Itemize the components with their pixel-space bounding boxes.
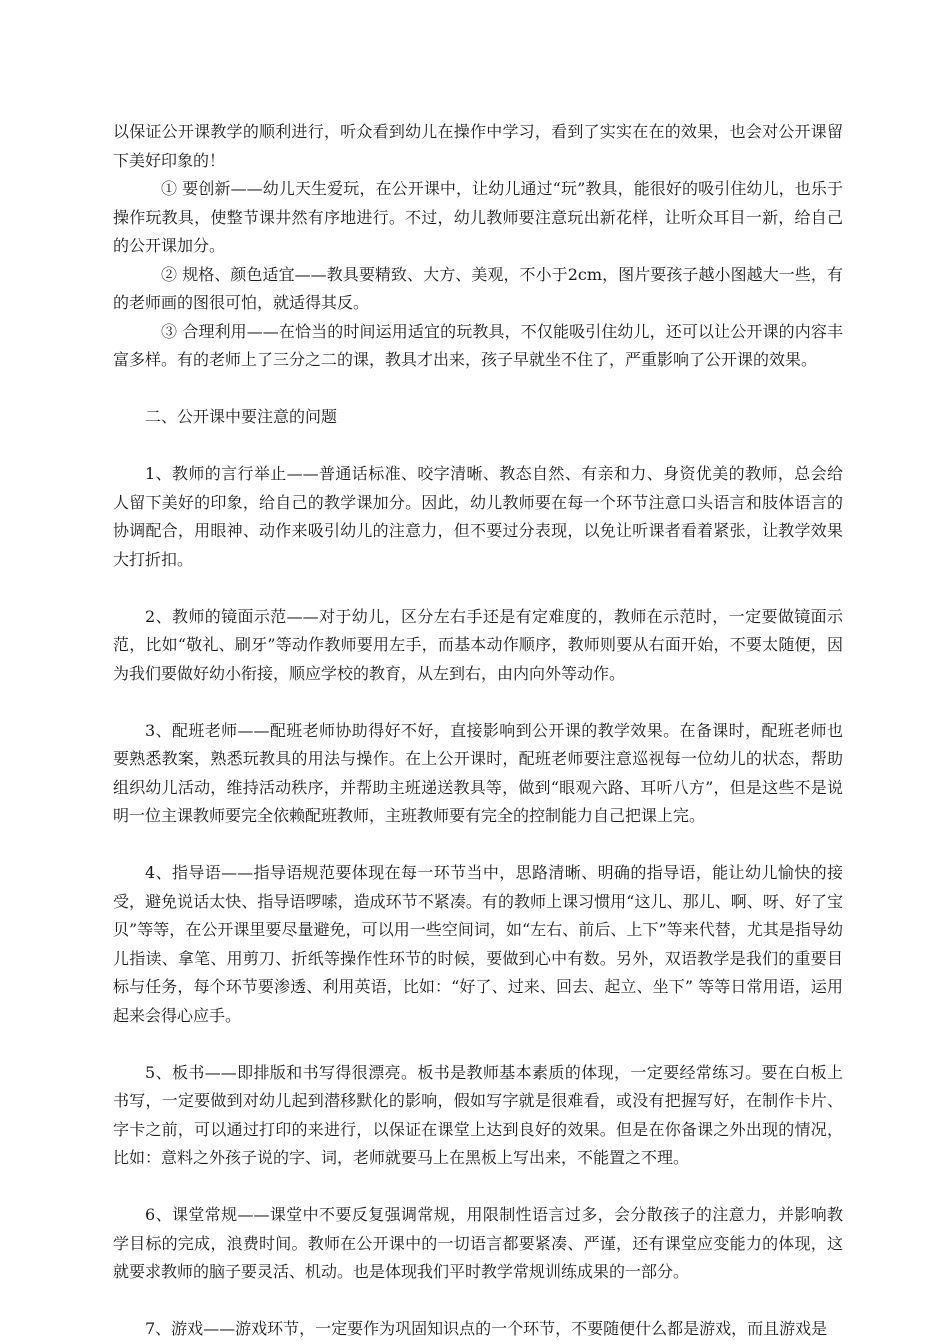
paragraph-item-5: 5、板书——即排版和书写得很漂亮。板书是教师基本素质的体现，一定要经常练习。要在白板上书写，一定要做到对幼儿起到潜移默化的影响，假如写字就是很难看，或没有把握写好，在制作卡片、字卡之前，可以通过打印的来进行，以保证在课堂上达到良好的效果。但是在你备课之外出现的情况，比如：意料之外孩子说的字、词，老师就要马上在黑板上写出来，不能置之不理。	[113, 1062, 843, 1167]
blank-line	[113, 1173, 843, 1202]
paragraph-intro: 以保证公开课教学的顺利进行，听众看到幼儿在操作中学习，看到了实实在在的效果，也会对公开课留下美好印象的！	[113, 122, 843, 170]
paragraph-point-3: ③ 合理利用——在恰当的时间运用适宜的玩教具，不仅能吸引住幼儿，还可以让公开课的内容丰富多样。有的老师上了三分之二的课，教具才出来，孩子早就坐不住了，严重影响了公开课的效果。	[113, 321, 843, 369]
paragraph-item-7: 7、游戏——游戏环节，一定要作为巩固知识点的一个环节，不要随便什么都是游戏，而且游戏是	[145, 1319, 828, 1338]
paragraph-item-1: 1、教师的言行举止——普通话标准、咬字清晰、教态自然、有亲和力、身资优美的教师，总会给人留下美好的印象，给自己的教学课加分。因此，幼儿教师要在每一个环节注意口头语言和肢体语言的协调配合，用眼神、动作来吸引幼儿的注意力，但不要过分表现，以免让听课者看着紧张，让教学效果大打折扣。	[113, 464, 843, 569]
blank-line	[113, 688, 843, 717]
paragraph-item-6: 6、课堂常规——课堂中不要反复强调常规，用限制性语言过多，会分散孩子的注意力，并影响教学目标的完成，浪费时间。教师在公开课中的一切语言都要紧凑、严谨，还有课堂应变能力的体现，这就要求教师的脑子要灵活、机动。也是体现我们平时教学常规训练成果的一部分。	[113, 1205, 843, 1281]
blank-line	[113, 1030, 843, 1059]
paragraph-item-4: 4、指导语——指导语规范要体现在每一环节当中，思路清晰、明确的指导语，能让幼儿愉快的接受，避免说话太快、指导语啰嗦，造成环节不紧凑。有的教师上课习惯用“这儿、那儿、啊、呀、好了宝贝”等等，在公开课里要尽量避免，可以用一些空间词，如“左右、前后、上下”等来代替，尤其是指导幼儿指读、拿笔、用剪刀、折纸等操作性环节的时候，要做到心中有数。另外，双语教学是我们的重要目标与任务，每个环节要渗透、利用英语，比如：“好了、过来、回去、起立、坐下” 等等日常用语，运用起来会得心应手。	[113, 863, 843, 1025]
blank-line	[113, 432, 843, 461]
paragraph-item-3: 3、配班老师——配班老师协助得好不好，直接影响到公开课的教学效果。在备课时，配班老师也要熟悉教案，熟悉玩教具的用法与操作。在上公开课时，配班老师要注意巡视每一位幼儿的状态，帮助组织幼儿活动，维持活动秩序，并帮助主班递送教具等，做到“眼观六路、耳听八方”，但是这些不是说明一位主课教师要完全依赖配班教师，主班教师要有完全的控制能力自己把课上完。	[113, 720, 843, 825]
blank-line	[113, 1287, 843, 1316]
blank-line	[113, 574, 843, 603]
paragraph-item-2: 2、教师的镜面示范——对于幼儿，区分左右手还是有定难度的，教师在示范时，一定要做镜面示范，比如“敬礼、刷牙”等动作教师要用左手，而基本动作顺序，教师则要从右面开始，不要太随便，因为我们要做好幼小衔接，顺应学校的教育，从左到右，由内向外等动作。	[113, 606, 843, 683]
blank-line	[113, 375, 843, 404]
document-page	[113, 118, 843, 1344]
paragraph-point-2: ② 规格、颜色适宜——教具要精致、大方、美观，不小于2cm，图片要孩子越小图越大一些，有的老师画的图很可怕，就适得其反。	[113, 264, 843, 312]
blank-line	[113, 831, 843, 860]
section-heading: 二、公开课中要注意的问题	[145, 407, 338, 426]
paragraph-point-1: ① 要创新——幼儿天生爱玩，在公开课中，让幼儿通过“玩”教具，能很好的吸引住幼儿，也乐于操作玩教具，使整节课井然有序地进行。不过，幼儿教师要注意玩出新花样，让听众耳目一新，给自己的公开课加分。	[113, 179, 843, 255]
